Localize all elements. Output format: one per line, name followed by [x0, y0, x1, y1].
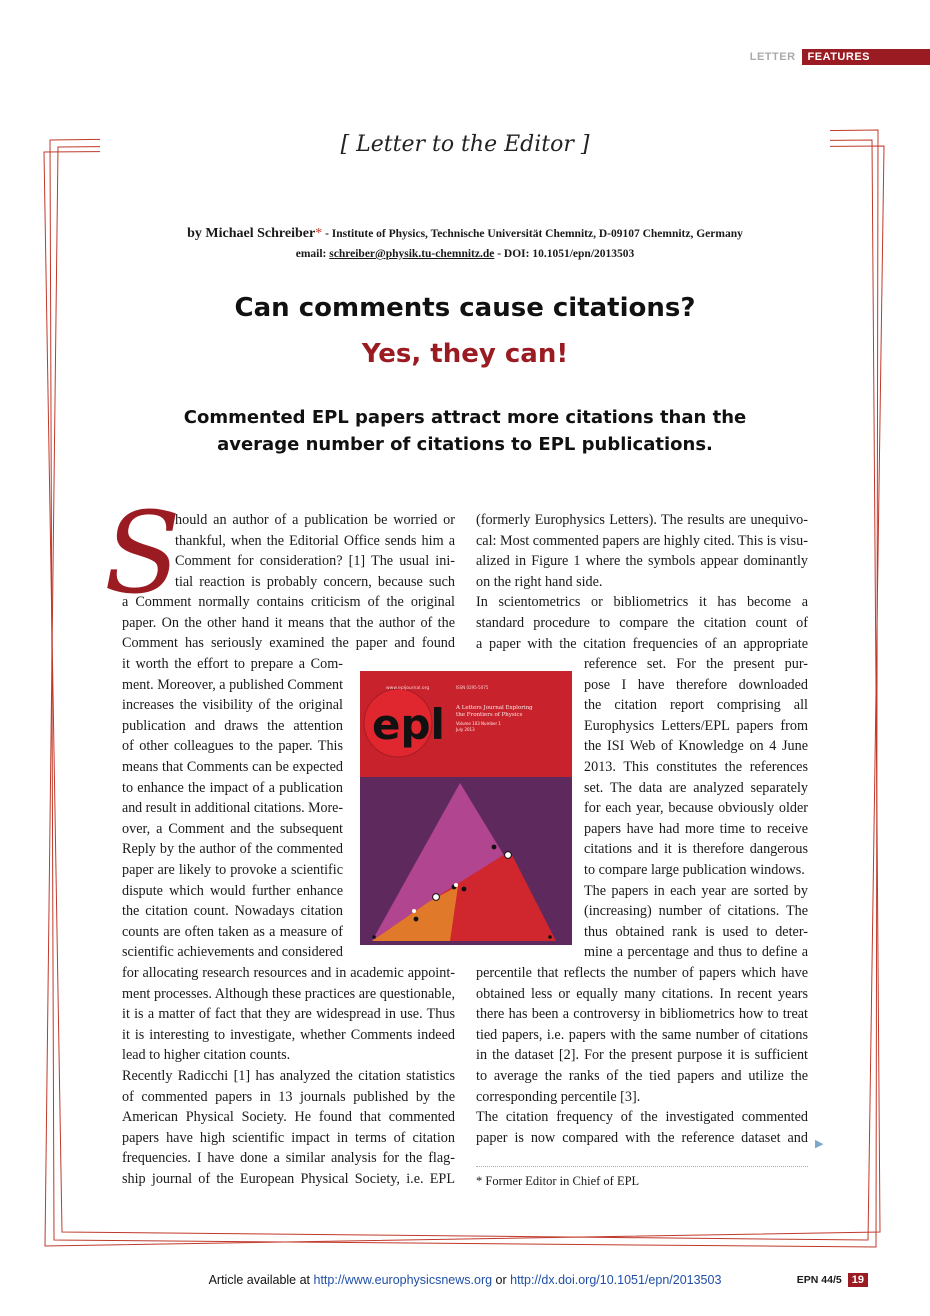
text-line: tial reaction is probably concern, because such — [175, 573, 455, 590]
text-line: the ISI Web of Knowledge on 4 June — [584, 738, 808, 755]
text-line: scientific achievements and considered — [122, 944, 343, 961]
europhysicsnews-link[interactable]: http://www.europhysicsnews.org — [313, 1273, 493, 1287]
text-line: cal: Most commented papers are highly cited. This is visu- — [476, 532, 808, 549]
cover-journal-line1: A Letters Journal Exploring — [456, 705, 533, 711]
text-line: In scientometrics or bibliometrics it has become a — [476, 594, 808, 611]
subheadline: Yes, they can! — [361, 339, 569, 369]
text-line: alized in Figure 1 where the symbols appear dominantly — [476, 553, 808, 570]
text-line: The citation frequency of the investigated commented — [476, 1109, 808, 1126]
cover-journal-line2: the Frontiers of Physics — [456, 712, 523, 718]
doi: - DOI: 10.1051/epn/2013503 — [494, 248, 635, 260]
email-label: email: — [295, 248, 327, 260]
text-line: (increasing) number of citations. The — [584, 903, 808, 920]
text-line: counts are often taken as a measure of — [122, 923, 343, 940]
footnote: * Former Editor in Chief of EPL — [476, 1174, 640, 1188]
cover-date: July 2013 — [456, 727, 475, 732]
text-line: percentile that reflects the number of papers which have — [476, 965, 808, 981]
text-line: for allocating research resources and in academic appoint- — [122, 965, 455, 981]
text-line: (formerly Europhysics Letters). The results are unequivo- — [476, 512, 808, 528]
text-line: Comment for consideration? [1] The usual ini- — [175, 553, 455, 570]
cover-logo: epl — [372, 700, 445, 749]
drop-cap: S — [104, 489, 181, 619]
text-line: it is a matter of fact that they are widespread in use. Thus — [122, 1006, 455, 1023]
byline — [60, 226, 870, 242]
text-line: paper is now compared with the reference dataset and — [476, 1129, 808, 1146]
text-line: standard procedure to compare the citation count of — [476, 615, 808, 631]
text-line: a paper with the citation frequencies of an appropriate — [476, 635, 808, 652]
text-line: thus obtained rank is used to deter- — [584, 923, 808, 940]
text-line: to compare large publication windows. — [584, 862, 805, 878]
text-line: pose I have therefore downloaded — [584, 676, 808, 693]
text-line: Comment has seriously examined the paper and found — [122, 635, 455, 652]
text-line: thankful, when the Editorial Office sends him a — [175, 532, 455, 549]
cover-volume: Volume 103 Number 1 — [456, 721, 501, 726]
text-line: ment processes. Although these practices are questionable, — [122, 985, 455, 1002]
text-line: and result in additional citations. More- — [122, 800, 343, 817]
text-line: tied papers, i.e. papers with the same number of citations — [476, 1026, 808, 1043]
author-star: * — [315, 226, 323, 241]
text-line: papers have high scientific impact in terms of citation — [122, 1129, 455, 1146]
text-line: obtained less or equally many citations. In recent years — [476, 985, 808, 1002]
author-name: by Michael Schreiber — [187, 226, 316, 241]
epl-cover-image — [360, 671, 572, 945]
text-line: hould an author of a publication be worried or — [175, 512, 455, 528]
text-line: dispute which would further enhance — [122, 882, 343, 899]
text-line: increases the visibility of the original — [122, 697, 343, 714]
text-line: of other colleagues to the paper. This — [122, 738, 343, 755]
text-line: Recently Radicchi [1] has analyzed the citation statistics — [122, 1068, 455, 1084]
text-line: paper are likely to provoke a scientific — [122, 862, 343, 878]
text-line: on the right hand side. — [476, 573, 603, 590]
text-line: paper. On the other hand it means that the author of the — [122, 614, 455, 631]
continue-arrow-icon: ▶ — [815, 1138, 824, 1150]
text-line: The papers in each year are sorted by — [584, 882, 808, 899]
availability-prefix: Article available at — [208, 1273, 314, 1287]
text-line: citations and it is therefore dangerous — [584, 841, 808, 858]
text-line: ship journal of the European Physical Society, i.e. EPL — [122, 1171, 455, 1187]
text-line: the citation count. Nowadays citation — [122, 903, 343, 920]
text-line: means that Comments can be expected — [122, 759, 343, 775]
affiliation: - Institute of Physics, Technische Universität Chemnitz, D-09107 Chemnitz, Germany — [322, 228, 743, 240]
text-line: there has been a controversy in bibliometrics how to treat — [476, 1006, 808, 1023]
text-line: Europhysics Letters/EPL papers from — [584, 717, 808, 734]
text-line: the citation report comprising all — [584, 697, 808, 714]
text-line: ment. Moreover, a published Comment — [122, 676, 343, 693]
text-line: to enhance the impact of a publication — [122, 779, 343, 796]
text-line: set. The data are analyzed separately — [584, 779, 808, 796]
text-line: corresponding percentile [3]. — [476, 1088, 641, 1105]
cover-url: www.epljournal.org — [386, 686, 430, 691]
article-availability — [0, 1273, 930, 1287]
text-line: frequencies. I have done a similar analysis for the flag- — [122, 1150, 455, 1167]
text-line: 2013. This constitutes the references — [584, 759, 808, 775]
page-number-box: 19 — [848, 1273, 868, 1287]
text-line: to average the ranks of the tied papers and utilize the — [476, 1068, 808, 1084]
text-line: reference set. For the present pur- — [584, 656, 808, 672]
page-number — [797, 1273, 868, 1287]
cover-issn: ISSN 0295-5075 — [456, 685, 489, 690]
doi-link[interactable]: http://dx.doi.org/10.1051/epn/2013503 — [510, 1273, 722, 1287]
availability-or: or — [492, 1273, 511, 1287]
text-line: mine a percentage and thus to define a — [584, 944, 808, 961]
text-line: it is interesting to investigate, whether Comments indeed — [122, 1026, 455, 1043]
text-line: American Physical Society. He found that commented — [122, 1109, 455, 1126]
issue-label: EPN 44/5 — [796, 1274, 842, 1286]
footnote-rule — [476, 1166, 808, 1167]
text-line: in the dataset [2]. For the present purpose it is sufficient — [476, 1047, 808, 1064]
text-line: of commented papers in 13 journals published by the — [122, 1088, 455, 1105]
text-line: lead to higher citation counts. — [122, 1047, 291, 1064]
headline: Can comments cause citations? — [234, 293, 696, 323]
lead-paragraph: Commented EPL papers attract more citations than the average number of citations to EPL publications. — [183, 407, 747, 455]
text-line: over, a Comment and the subsequent — [122, 820, 343, 837]
text-line: Reply by the author of the commented — [122, 841, 343, 858]
features-label: FEATURES — [802, 49, 930, 65]
text-line: it worth the effort to prepare a Com- — [122, 656, 343, 672]
section-label: LETTER — [749, 51, 796, 63]
text-line: a Comment normally contains criticism of the original — [122, 594, 455, 610]
contact-line — [60, 248, 870, 260]
email-link[interactable]: schreiber@physik.tu-chemnitz.de — [329, 248, 495, 260]
text-line: papers have had more time to receive — [584, 820, 808, 837]
text-line: for each year, because obviously older — [584, 800, 808, 817]
text-line: publication and draws the attention — [122, 717, 343, 734]
editorial-title: [ Letter to the Editor ] — [340, 132, 590, 157]
